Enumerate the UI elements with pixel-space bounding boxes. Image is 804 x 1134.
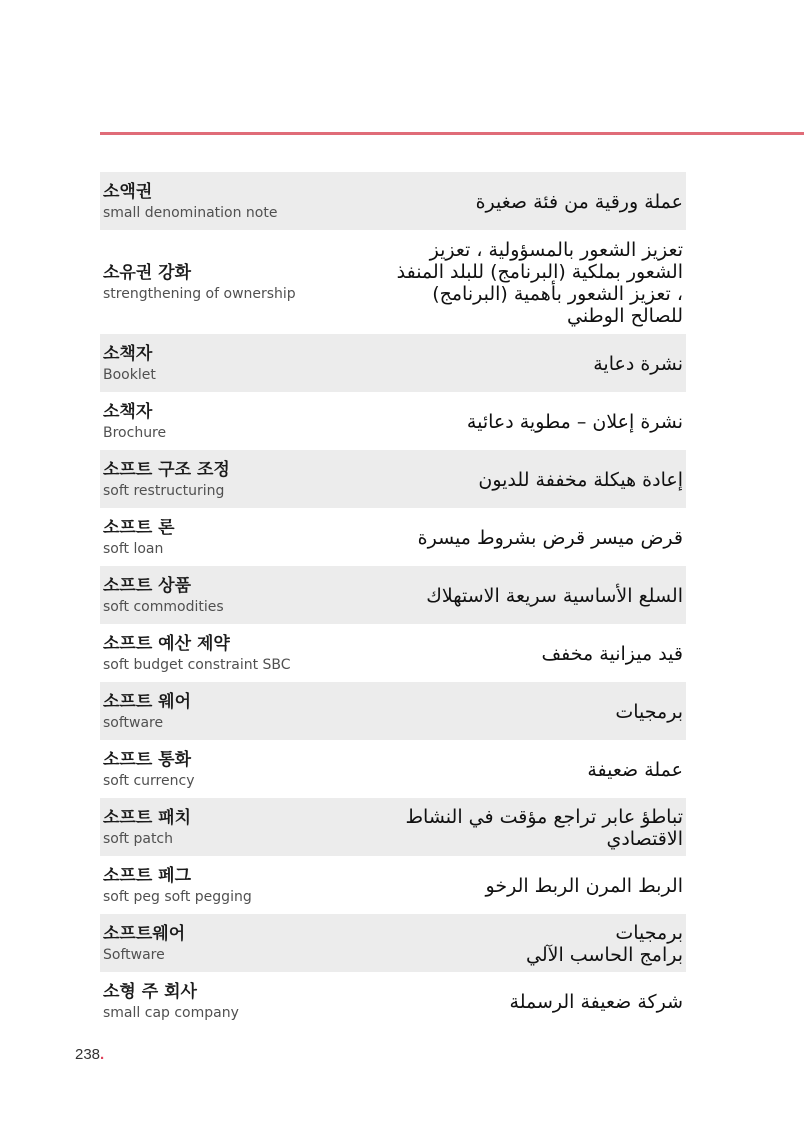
glossary-entry (100, 566, 686, 624)
korean-term: 소프트 론 (103, 517, 175, 538)
korean-term: 소프트웨어 (103, 923, 186, 944)
arabic-translation: برمجيات برامج الحاسب الآلي (525, 921, 683, 966)
page-number-value: 238 (75, 1046, 101, 1063)
korean-term: 소액권 (103, 181, 153, 202)
arabic-translation: تباطؤ عابر تراجع مؤقت في النشاط الاقتصادي (405, 805, 683, 850)
arabic-translation: السلع الأساسية سريعة الاستهلاك (426, 584, 683, 607)
arabic-translation: قيد ميزانية مخفف (541, 642, 683, 665)
english-term: small denomination note (103, 204, 278, 221)
korean-term: 소프트 페그 (103, 865, 192, 886)
english-term: soft commodities (103, 598, 224, 615)
english-term: Brochure (103, 424, 167, 441)
korean-term: 소프트 통화 (103, 749, 192, 770)
english-term: software (103, 714, 164, 731)
page-number-dot: . (100, 1046, 105, 1063)
glossary-entry (100, 230, 686, 334)
arabic-translation: قرض ميسر قرض بشروط ميسرة (417, 526, 683, 549)
korean-term: 소프트 웨어 (103, 691, 192, 712)
english-term: small cap company (103, 1004, 239, 1021)
korean-term: 소프트 구조 조정 (103, 459, 230, 480)
glossary-entry (100, 392, 686, 450)
glossary-entry (100, 914, 686, 972)
header-rule (100, 132, 804, 135)
glossary-entry (100, 624, 686, 682)
english-term: soft currency (103, 772, 195, 789)
glossary-entry (100, 334, 686, 392)
english-term: soft patch (103, 830, 174, 847)
arabic-translation: نشرة إعلان – مطوية دعائية (466, 410, 683, 433)
english-term: soft peg soft pegging (103, 888, 252, 905)
glossary-entry (100, 508, 686, 566)
glossary-entry (100, 856, 686, 914)
glossary-entry (100, 682, 686, 740)
page-number (75, 1046, 104, 1063)
arabic-translation: عملة ورقية من فئة صغيرة (475, 190, 683, 213)
glossary-entry (100, 972, 686, 1030)
korean-term: 소형 주 회사 (103, 981, 197, 1002)
arabic-translation: تعزيز الشعور بالمسؤولية ، تعزيز الشعور بملكية (البرنامج) للبلد المنفذ ، تعزيز الشعور بأهمية (البرنامج) للصالح الوطني (396, 238, 683, 327)
glossary-entry (100, 450, 686, 508)
arabic-translation: إعادة هيكلة مخففة للديون (478, 468, 683, 491)
glossary-entry (100, 798, 686, 856)
arabic-translation: الربط المرن الربط الرخو (485, 874, 683, 897)
arabic-translation: شركة ضعيفة الرسملة (509, 990, 683, 1013)
korean-term: 소책자 (103, 401, 153, 422)
english-term: soft budget constraint SBC (103, 656, 291, 673)
english-term: Software (103, 946, 165, 963)
arabic-translation: عملة ضعيفة (587, 758, 683, 781)
korean-term: 소유권 강화 (103, 262, 192, 283)
korean-term: 소프트 예산 제약 (103, 633, 230, 654)
glossary-entry (100, 172, 686, 230)
english-term: soft loan (103, 540, 164, 557)
english-term: strengthening of ownership (103, 285, 296, 302)
korean-term: 소책자 (103, 343, 153, 364)
english-term: soft restructuring (103, 482, 225, 499)
english-term: Booklet (103, 366, 156, 383)
korean-term: 소프트 상품 (103, 575, 192, 596)
korean-term: 소프트 패치 (103, 807, 192, 828)
glossary-list (100, 172, 686, 1030)
arabic-translation: برمجيات (615, 700, 683, 723)
glossary-entry (100, 740, 686, 798)
arabic-translation: نشرة دعاية (593, 352, 683, 375)
